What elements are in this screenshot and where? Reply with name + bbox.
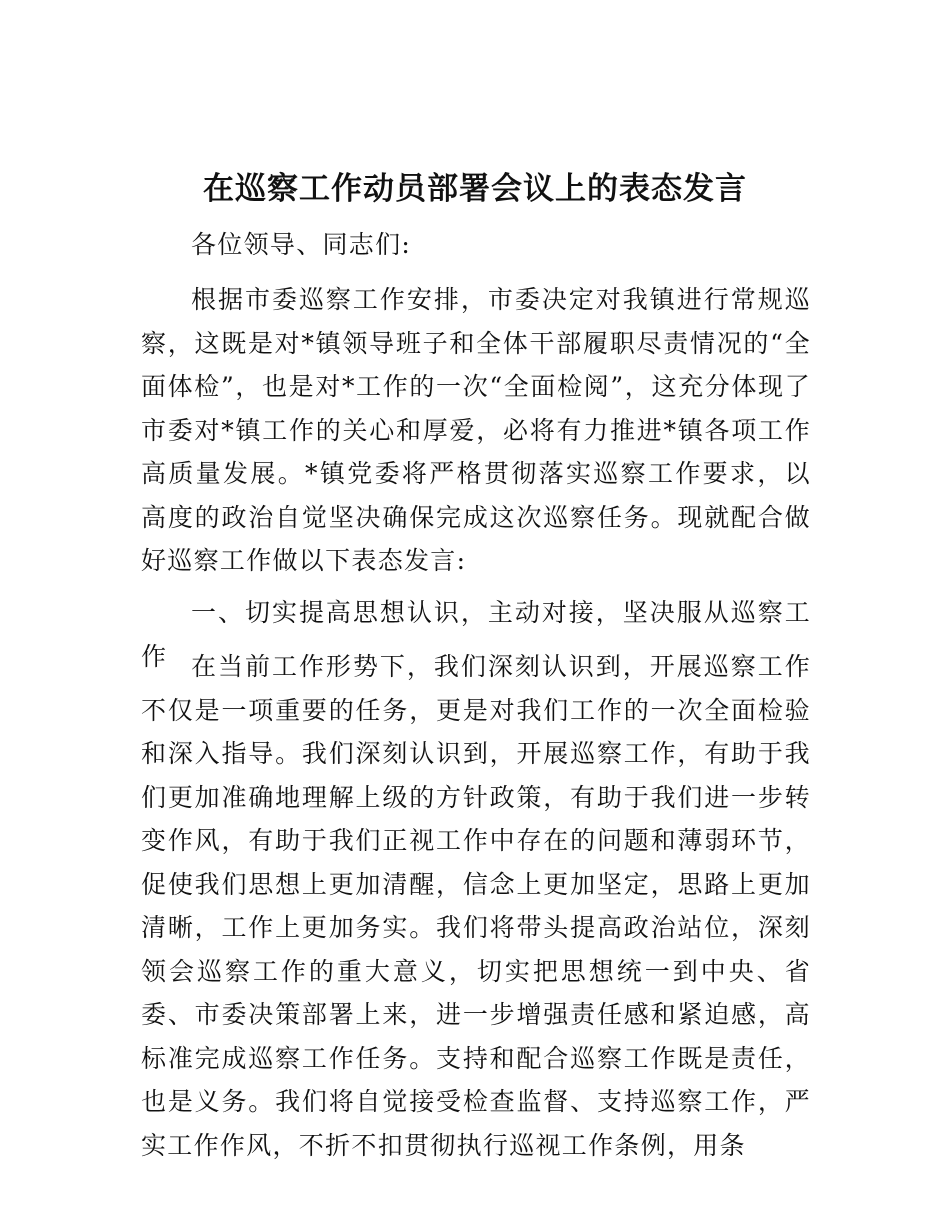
document-title: 在巡察工作动员部署会议上的表态发言 [203,171,747,207]
paragraph-section-1-body: 在当前工作形势下，我们深刻认识到，开展巡察工作不仅是一项重要的任务，更是对我们工作的一次全面检验和深入指导。我们深刻认识到，开展巡察工作，有助于我们更加准确地理解上级的方针政策，有助于我们进一步转变作风，有助于我们正视工作中存在的问题和薄弱环节，促使我们思想上更加清醒，信念上更加坚定，思路上更加清晰，工作上更加务实。我们将带头提高政治站位，深刻领会巡察工作的重大意义，切实把思想统一到中央、省委、市委决策部署上来，进一步增强责任感和紧迫感，高标准完成巡察工作任务。支持和配合巡察工作既是责任，也是义务。我们将自觉接受检查监督、支持巡察工作，严实工作作风，不折不扣贯彻执行巡视工作条例，用条 [141,652,811,1160]
salutation: 各位领导、同志们: [191,230,412,259]
paragraph-intro: 根据市委巡察工作安排，市委决定对我镇进行常规巡察，这既是对*镇领导班子和全体干部履职尽责情况的“全面体检”，也是对*工作的一次“全面检阅”，这充分体现了市委对*镇工作的关心和厚爱，必将有力推进*镇各项工作高质量发展。*镇党委将严格贯彻落实巡察工作要求，以高度的政治自觉坚决确保完成这次巡察任务。现就配合做好巡察工作做以下表态发言: [141,285,811,575]
section-heading-1: 一、切实提高思想认识，主动对接，坚决服从巡察工作 [141,598,811,671]
